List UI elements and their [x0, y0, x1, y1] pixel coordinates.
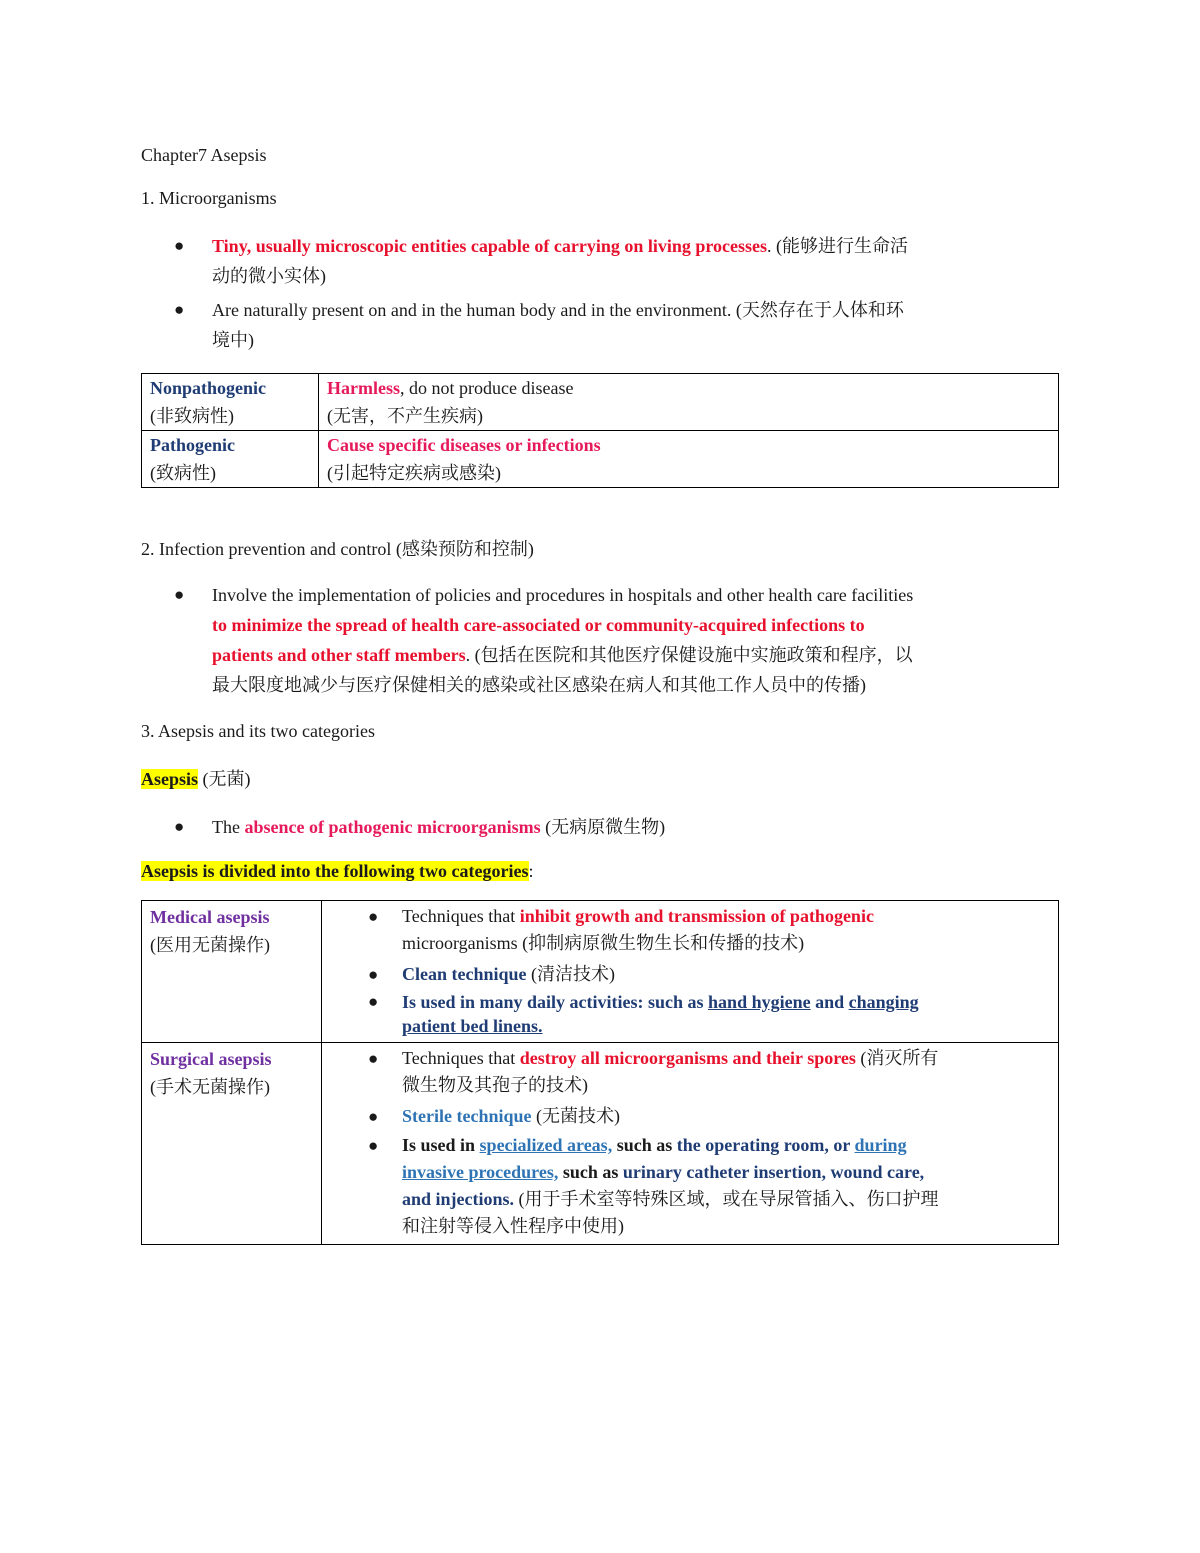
list-item: ● Techniques that inhibit growth and transmission of pathogenic microorganisms (抑制病原微生物生长和传播的技术) [330, 903, 1050, 957]
bullet-asepsis-definition: ● The absence of pathogenic microorganisms (无病原微生物) [141, 812, 1059, 842]
bullet-infection-control: ● Involve the implementation of policies and procedures in hospitals and other health care facilities to minimize the spread of health care-associated or community-acquired infections to patients and other staff members. (包括在医院和其他医疗保健设施中实施政策和程序，以 最大限度地减少与医疗保健相关的感染或社区感染在病人和其他工作人员中的传播) [141, 580, 1059, 700]
bullet-microorganisms-definition: ● Tiny, usually microscopic entities capable of carrying on living processes. (能够进行生命活 动的微小实体) [141, 231, 1059, 291]
bullet-icon: ● [174, 236, 185, 255]
table-row [142, 374, 1059, 431]
section-2-heading: 2. Infection prevention and control (感染预防和控制) [141, 539, 534, 559]
description-cell [322, 1043, 1059, 1245]
asepsis-categories-table [141, 900, 1059, 1245]
list-item: ● Clean technique (清洁技术) [330, 961, 1050, 988]
categories-intro: Asepsis is divided into the following two categories: [141, 861, 534, 881]
asepsis-term: Asepsis (无菌) [141, 769, 251, 789]
term-cell: Pathogenic (致病性) [142, 431, 319, 488]
definition-cell: Harmless, do not produce disease (无害，不产生疾病) [319, 374, 1059, 431]
table-row [142, 1043, 1059, 1245]
section-3-heading: 3. Asepsis and its two categories [141, 721, 375, 741]
definition-red-text: Tiny, usually microscopic entities capable of carrying on living processes [212, 236, 768, 256]
term-cell: Medical asepsis (医用无菌操作) [142, 901, 322, 1043]
bullet-microorganisms-presence: ● Are naturally present on and in the human body and in the environment. (天然存在于人体和环 境中) [141, 295, 1059, 355]
list-item: ● Techniques that destroy all microorganisms and their spores (消灭所有 微生物及其孢子的技术) [330, 1045, 1050, 1099]
bullet-icon: ● [368, 992, 379, 1011]
list-item: ● Is used in specialized areas, such as the operating room, or during invasive procedures, such as urinary catheter insertion, wound care, and injections. (用于手术室等特殊区域，或在导尿管插入、伤口护理 和注射等侵入性程序中使用) [330, 1132, 1050, 1240]
definition-cell: Cause specific diseases or infections (引起特定疾病或感染) [319, 431, 1059, 488]
list-item: ● Is used in many daily activities: such as hand hygiene and changing patient bed linens. [368, 992, 919, 1036]
bullet-icon: ● [174, 585, 185, 604]
term-cell: Nonpathogenic (非致病性) [142, 374, 319, 431]
table-row [142, 901, 1059, 1043]
bullet-icon: ● [368, 907, 379, 926]
term-cell: Surgical asepsis (手术无菌操作) [142, 1043, 322, 1245]
list-item: ● Sterile technique (无菌技术) [330, 1103, 1050, 1130]
pathogenicity-table [141, 373, 1059, 488]
section-1-heading: 1. Microorganisms [141, 188, 277, 208]
document-title: Chapter7 Asepsis [141, 145, 267, 165]
bullet-icon: ● [368, 1107, 379, 1126]
document-page [141, 140, 1059, 1245]
bullet-icon: ● [174, 817, 185, 836]
table-row [142, 431, 1059, 488]
bullet-icon: ● [174, 300, 185, 319]
bullet-icon: ● [368, 1136, 379, 1155]
bullet-icon: ● [368, 1049, 379, 1068]
description-cell [322, 901, 1059, 1043]
bullet-icon: ● [368, 965, 379, 984]
